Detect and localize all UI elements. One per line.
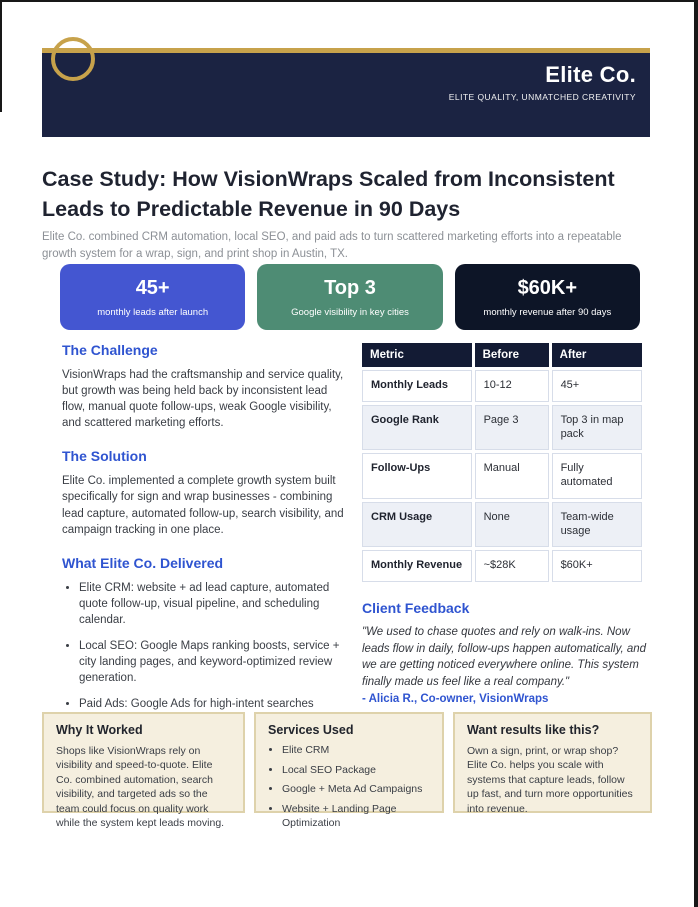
table-cell: Page 3 (475, 405, 549, 451)
page-edge-right (694, 0, 698, 907)
footer-body: Own a sign, print, or wrap shop? Elite Co. helps you scale with systems that capture leads, follow up fast, and turn more opportunities into revenue. (467, 745, 633, 815)
list-item: • Elite CRM (282, 744, 430, 758)
list-item: • Paid Ads: Google Ads for high-intent searches (79, 696, 352, 712)
table-cell: CRM Usage (362, 502, 472, 548)
table-cell: Team-wide usage (552, 502, 642, 548)
feedback-heading: Client Feedback (362, 600, 470, 616)
list-item: • Google + Meta Ad Campaigns (282, 783, 430, 797)
client-quote: "We used to chase quotes and rely on walk-ins. Now leads flow in daily, follow-ups happen automatically, and we are getting noticed everywhere online. This system finally made us feel like a real company." (362, 626, 647, 689)
challenge-body: VisionWraps had the craftsmanship and service quality, but growth was being held back by inconsistent lead flow, manual quote follow-ups, weak Google visibility, and scattered marketing efforts. (62, 369, 344, 430)
stats-row (60, 264, 640, 330)
footer-box-services-used (254, 712, 444, 829)
stat-value: Top 3 (324, 276, 376, 299)
challenge-heading: The Challenge (62, 342, 158, 358)
services-list (268, 744, 430, 830)
table-cell: Google Rank (362, 405, 472, 451)
table-cell: 10-12 (475, 370, 549, 402)
brand-logo-circle-icon (51, 37, 95, 81)
stat-card-visibility (257, 264, 442, 330)
right-column (362, 340, 648, 707)
table-row (362, 502, 642, 548)
footer-box-cta (453, 712, 652, 813)
masthead-banner (42, 48, 650, 137)
brand-block (449, 62, 636, 102)
table-cell: Manual (475, 453, 549, 499)
table-row (362, 550, 642, 582)
page-edge-top (0, 0, 698, 2)
table-row (362, 453, 642, 499)
page-edge-left (0, 0, 2, 112)
table-cell: Monthly Leads (362, 370, 472, 402)
footer-heading: Why It Worked (56, 723, 143, 737)
table-cell: $60K+ (552, 550, 642, 582)
stat-card-leads (60, 264, 245, 330)
stat-value: $60K+ (517, 276, 578, 299)
delivered-list (62, 580, 352, 713)
table-cell: ~$28K (475, 550, 549, 582)
footer-box-why-it-worked (42, 712, 245, 830)
table-header-before: Before (475, 343, 549, 367)
table-header-metric: Metric (362, 343, 472, 367)
left-column (62, 342, 352, 714)
stat-card-revenue (455, 264, 640, 330)
table-row (362, 370, 642, 402)
table-cell: Fully automated (552, 453, 642, 499)
footer-heading: Services Used (268, 723, 354, 737)
list-item: • Local SEO Package (282, 764, 430, 778)
footer-body: Shops like VisionWraps rely on visibility and speed-to-quote. Elite Co. combined automation, search visibility, and targeted ads so the team could focus on quality work while the system kept leads moving. (56, 745, 225, 830)
list-item: • Local SEO: Google Maps ranking boosts, service + city landing pages, and keyword-optimized review generation. (79, 638, 352, 686)
table-header-after: After (552, 343, 642, 367)
footer-row (42, 712, 652, 830)
table-cell: Monthly Revenue (362, 550, 472, 582)
delivered-heading: What Elite Co. Delivered (62, 554, 224, 571)
brand-tagline: ELITE QUALITY, UNMATCHED CREATIVITY (448, 92, 636, 103)
solution-body: Elite Co. implemented a complete growth system built specifically for sign and wrap businesses - combining lead capture, automated follow-up, search visibility, and campaign tracking in one place. (62, 475, 344, 536)
stat-label: Google visibility in key cities (291, 306, 409, 318)
solution-heading: The Solution (62, 448, 147, 465)
brand-name: Elite Co. (545, 62, 636, 87)
table-cell: None (475, 502, 549, 548)
list-item: • Elite CRM: website + ad lead capture, automated quote follow-up, visual pipeline, and scheduling calendar. (79, 580, 352, 628)
quote-attribution: - Alicia R., Co-owner, VisionWraps (362, 692, 549, 705)
stat-label: monthly revenue after 90 days (483, 306, 612, 318)
table-row (362, 405, 642, 451)
intro-text: Elite Co. combined CRM automation, local SEO, and paid ads to turn scattered marketing efforts into a repeatable growth system for a wrap, sign, and print shop in Austin, TX. (42, 231, 622, 260)
table-cell: Follow-Ups (362, 453, 472, 499)
page-title: Case Study: How VisionWraps Scaled from Inconsistent Leads to Predictable Revenue in 90 Days (42, 167, 615, 222)
table-header-row (362, 343, 642, 367)
stat-label: monthly leads after launch (97, 306, 209, 318)
list-item: • Website + Landing Page Optimization (282, 803, 430, 830)
table-cell: 45+ (552, 370, 642, 402)
stat-value: 45+ (135, 276, 170, 299)
footer-heading: Want results like this? (467, 723, 600, 737)
table-cell: Top 3 in map pack (552, 405, 642, 451)
comparison-table (359, 340, 645, 585)
